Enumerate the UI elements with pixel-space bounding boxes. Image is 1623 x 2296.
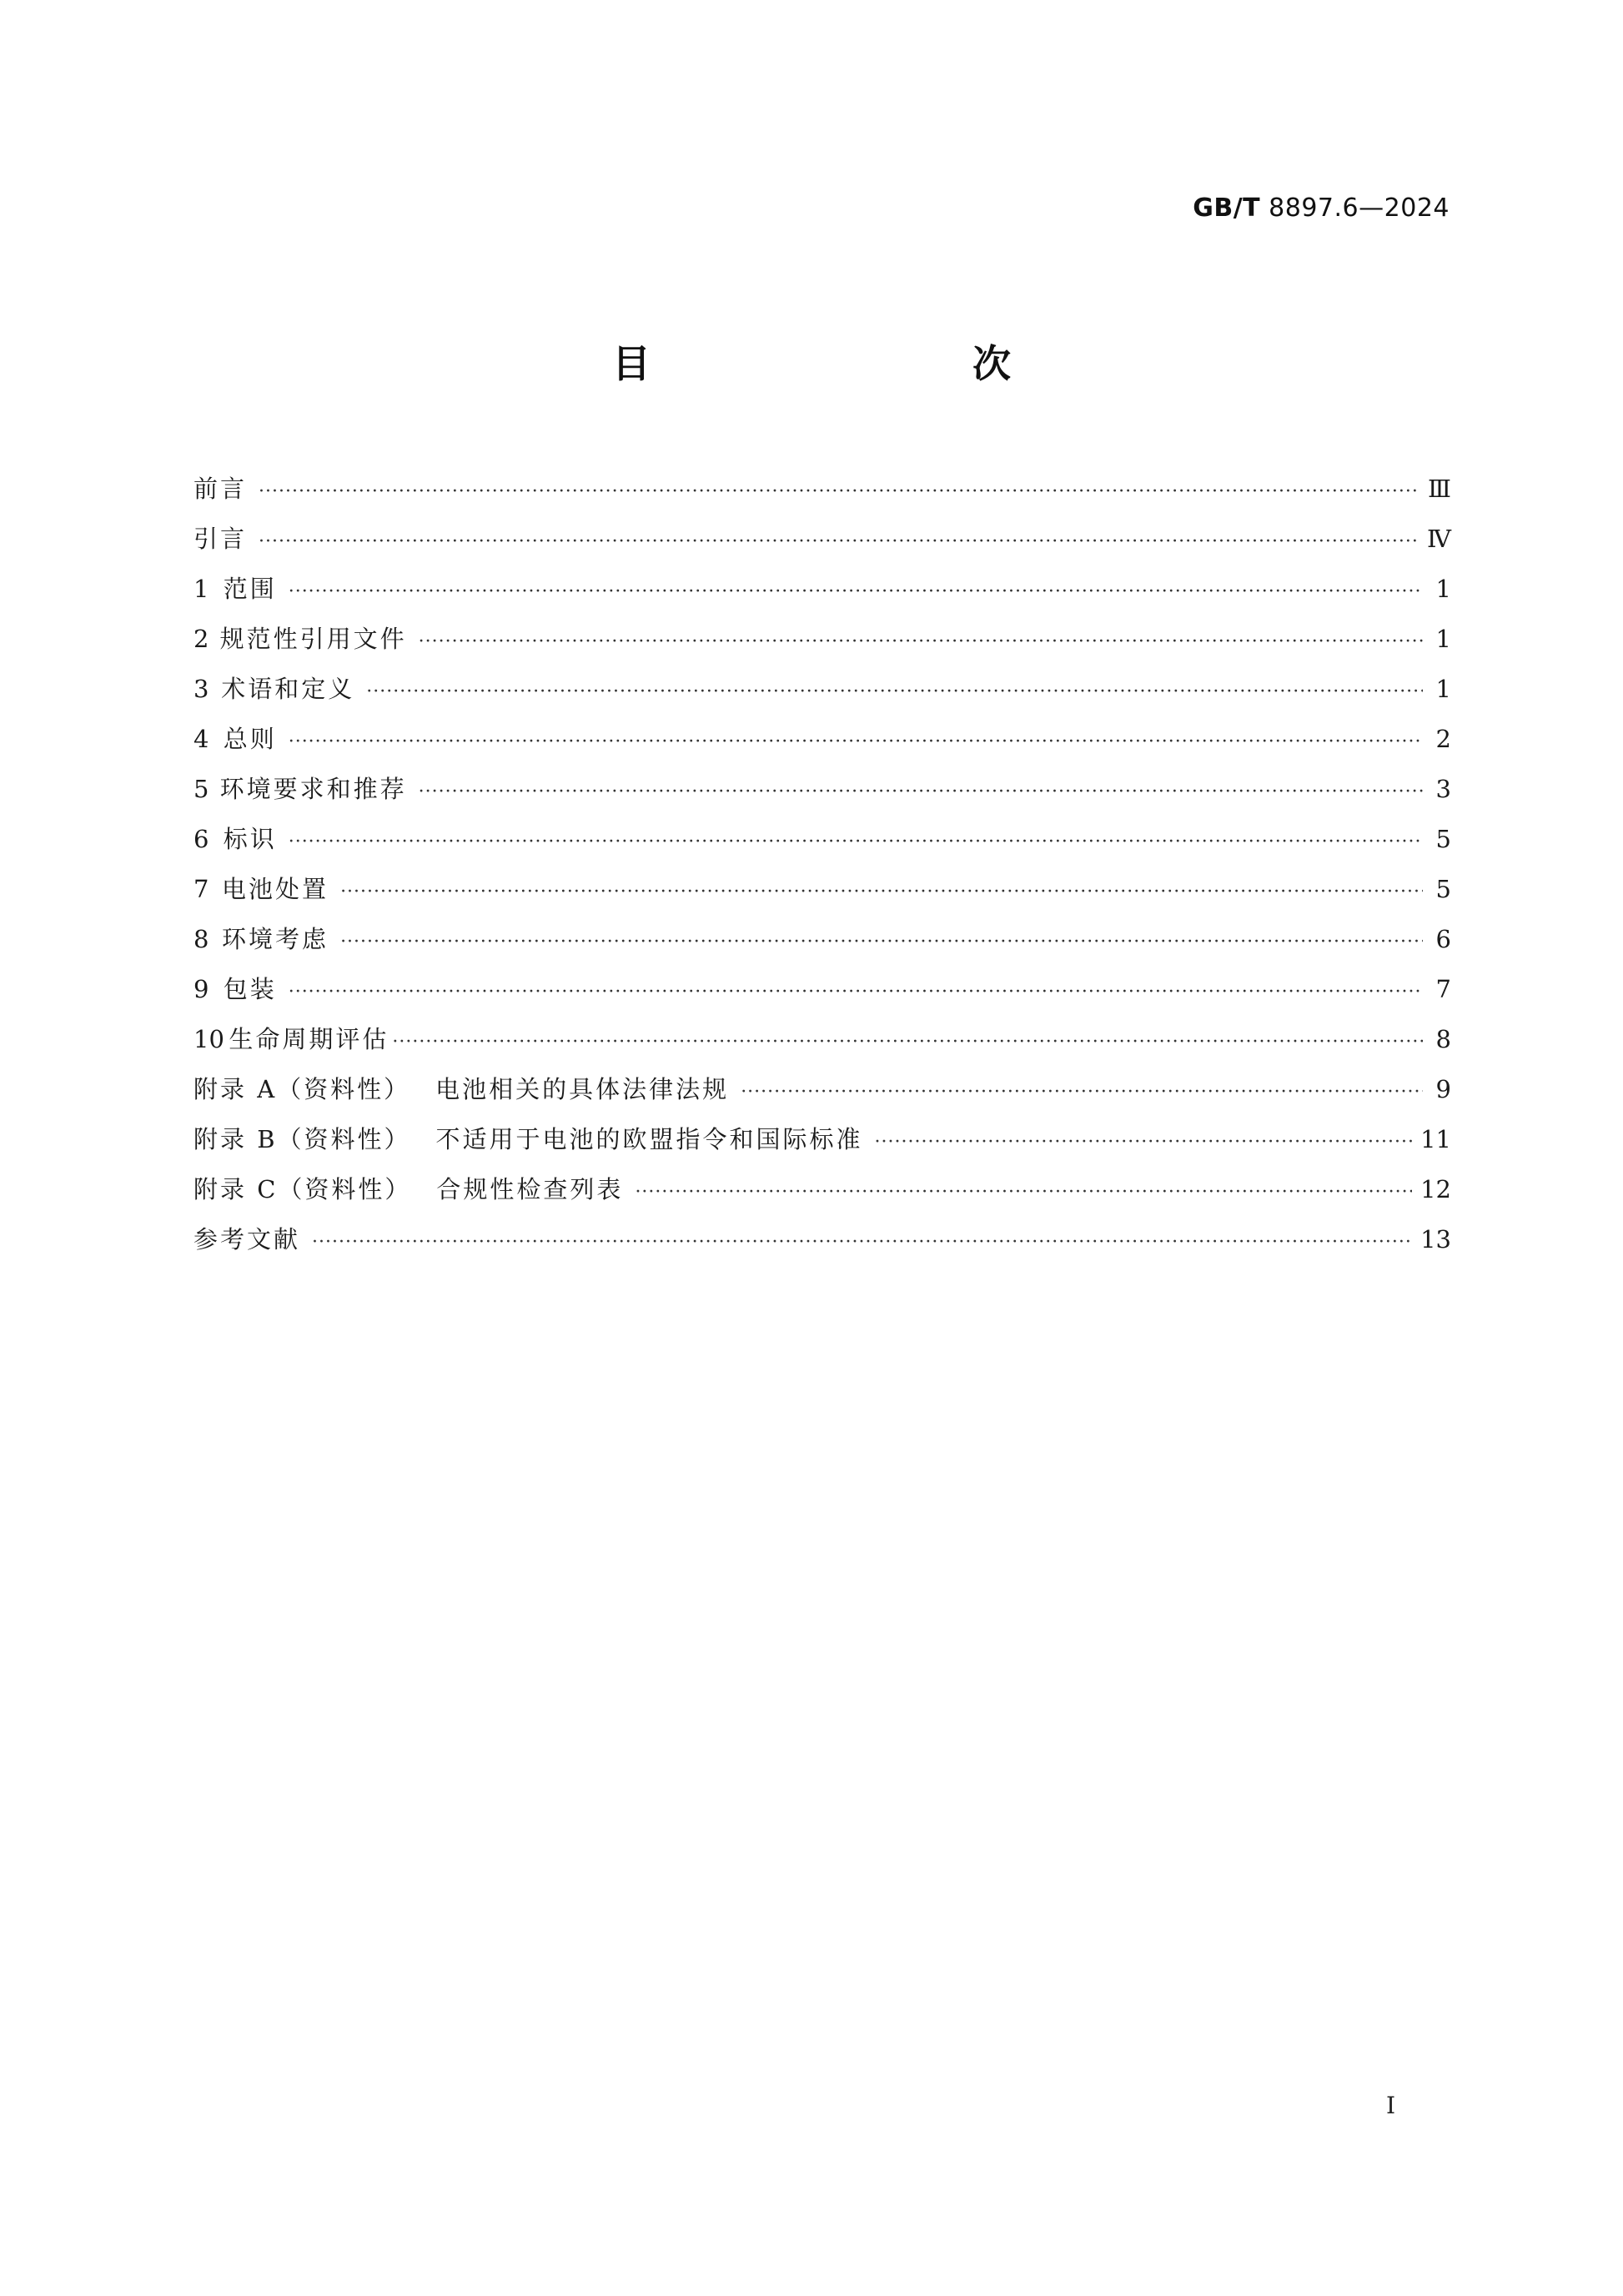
toc-entry-page: 7 [1435, 975, 1451, 1003]
toc-entry-label [193, 1164, 623, 1214]
toc-entry-introduction[interactable] [193, 514, 1451, 564]
toc-entry-general[interactable] [193, 714, 1451, 764]
toc-entry-label: 参考文献 [193, 1225, 301, 1254]
toc-entry-foreword[interactable] [193, 464, 1451, 514]
toc-entry-page: 13 [1420, 1225, 1451, 1254]
toc-entry-label: 包装 [223, 975, 277, 1003]
toc-entry-number: 8 [193, 925, 209, 953]
toc-entry-label: 生命周期评估 [229, 1025, 389, 1053]
toc-entry-annex-c[interactable] [193, 1164, 1451, 1214]
toc-entry-number: 5 [193, 775, 209, 803]
standard-code [1193, 193, 1450, 223]
toc-entry-label: 环境考虑 [222, 925, 329, 953]
page-folio: I [1386, 2092, 1396, 2119]
toc-entry-life-cycle-assessment[interactable] [193, 1014, 1451, 1064]
toc-entry-label: 引言 [193, 525, 248, 553]
annex-title: 合规性检查列表 [436, 1175, 624, 1203]
toc-leader-dots [635, 1168, 1412, 1218]
annex-designation: 附录 A（资料性） [193, 1075, 411, 1103]
toc-entry-annex-a[interactable] [193, 1064, 1451, 1114]
toc-leader-dots [289, 717, 1423, 767]
standard-number: 8897.6—2024 [1269, 193, 1450, 223]
standard-prefix: GB/T [1193, 193, 1261, 223]
toc-leader-dots [419, 617, 1423, 667]
toc-entry-page: 3 [1435, 775, 1451, 803]
toc-entry-packaging[interactable] [193, 964, 1451, 1014]
toc-entry-bibliography[interactable] [193, 1214, 1451, 1264]
toc-entry-label: 标识 [223, 825, 277, 853]
toc-entry-label [193, 1114, 863, 1164]
toc-entry-label: 总则 [223, 725, 277, 753]
toc-leader-dots [312, 1218, 1412, 1268]
toc-entry-label: 环境要求和推荐 [219, 775, 407, 803]
toc-leader-dots [392, 1017, 1423, 1068]
toc-leader-dots [419, 767, 1423, 817]
toc-entry-environmental-requirements[interactable] [193, 764, 1451, 814]
toc-entry-environmental-considerations[interactable] [193, 914, 1451, 964]
toc-entry-page: 5 [1435, 875, 1451, 903]
toc-entry-page: 1 [1435, 625, 1451, 653]
toc-entry-page: 1 [1435, 575, 1451, 603]
toc-entry-label [193, 1064, 729, 1114]
toc-leader-dots [259, 517, 1419, 567]
toc-entry-label: 规范性引用文件 [219, 625, 407, 653]
toc-entry-annex-b[interactable] [193, 1114, 1451, 1164]
toc-entry-number: 10 [193, 1025, 224, 1053]
toc-entry-page: 2 [1435, 725, 1451, 753]
toc-entry-marking[interactable] [193, 814, 1451, 864]
toc-title: 目 次 [612, 341, 1093, 386]
toc-leader-dots [259, 467, 1419, 517]
toc-leader-dots [340, 917, 1423, 967]
toc-entry-page: 5 [1435, 825, 1451, 853]
toc-entry-label: 术语和定义 [221, 675, 355, 703]
toc-entry-page: 6 [1435, 925, 1451, 953]
toc-entry-battery-disposal[interactable] [193, 864, 1451, 914]
toc-leader-dots [289, 967, 1423, 1017]
toc-entry-page: 9 [1435, 1075, 1451, 1103]
toc-entry-number: 2 [193, 625, 209, 653]
toc-entry-page: 11 [1420, 1125, 1451, 1153]
toc-entry-page: 1 [1435, 675, 1451, 703]
toc-leader-dots [289, 817, 1423, 867]
toc-leader-dots [366, 667, 1423, 717]
annex-designation: 附录 B（资料性） [193, 1125, 411, 1153]
toc-entry-page: Ⅲ [1428, 475, 1451, 503]
toc-entry-number: 6 [193, 825, 209, 853]
toc-leader-dots [340, 867, 1423, 917]
toc-leader-dots [741, 1068, 1423, 1118]
toc-leader-dots [289, 567, 1423, 617]
toc-entry-label: 前言 [193, 475, 248, 503]
toc-entry-scope[interactable] [193, 564, 1451, 614]
toc-entry-page: Ⅳ [1427, 525, 1451, 553]
toc-entry-label: 电池处置 [222, 875, 329, 903]
toc-entry-terms-definitions[interactable] [193, 664, 1451, 714]
toc-entry-number: 7 [193, 875, 209, 903]
annex-title: 电池相关的具体法律法规 [435, 1075, 730, 1103]
toc-entry-page: 12 [1420, 1175, 1451, 1203]
toc-leader-dots [875, 1118, 1413, 1168]
table-of-contents [193, 464, 1451, 1264]
annex-title: 不适用于电池的欧盟指令和国际标准 [435, 1125, 863, 1153]
annex-designation: 附录 C（资料性） [193, 1175, 412, 1203]
toc-entry-page: 8 [1435, 1025, 1451, 1053]
toc-entry-label: 范围 [223, 575, 277, 603]
toc-entry-number: 1 [193, 575, 209, 603]
toc-entry-number: 3 [193, 675, 209, 703]
toc-entry-number: 9 [193, 975, 209, 1003]
toc-entry-number: 4 [193, 725, 209, 753]
toc-entry-normative-references[interactable] [193, 614, 1451, 664]
